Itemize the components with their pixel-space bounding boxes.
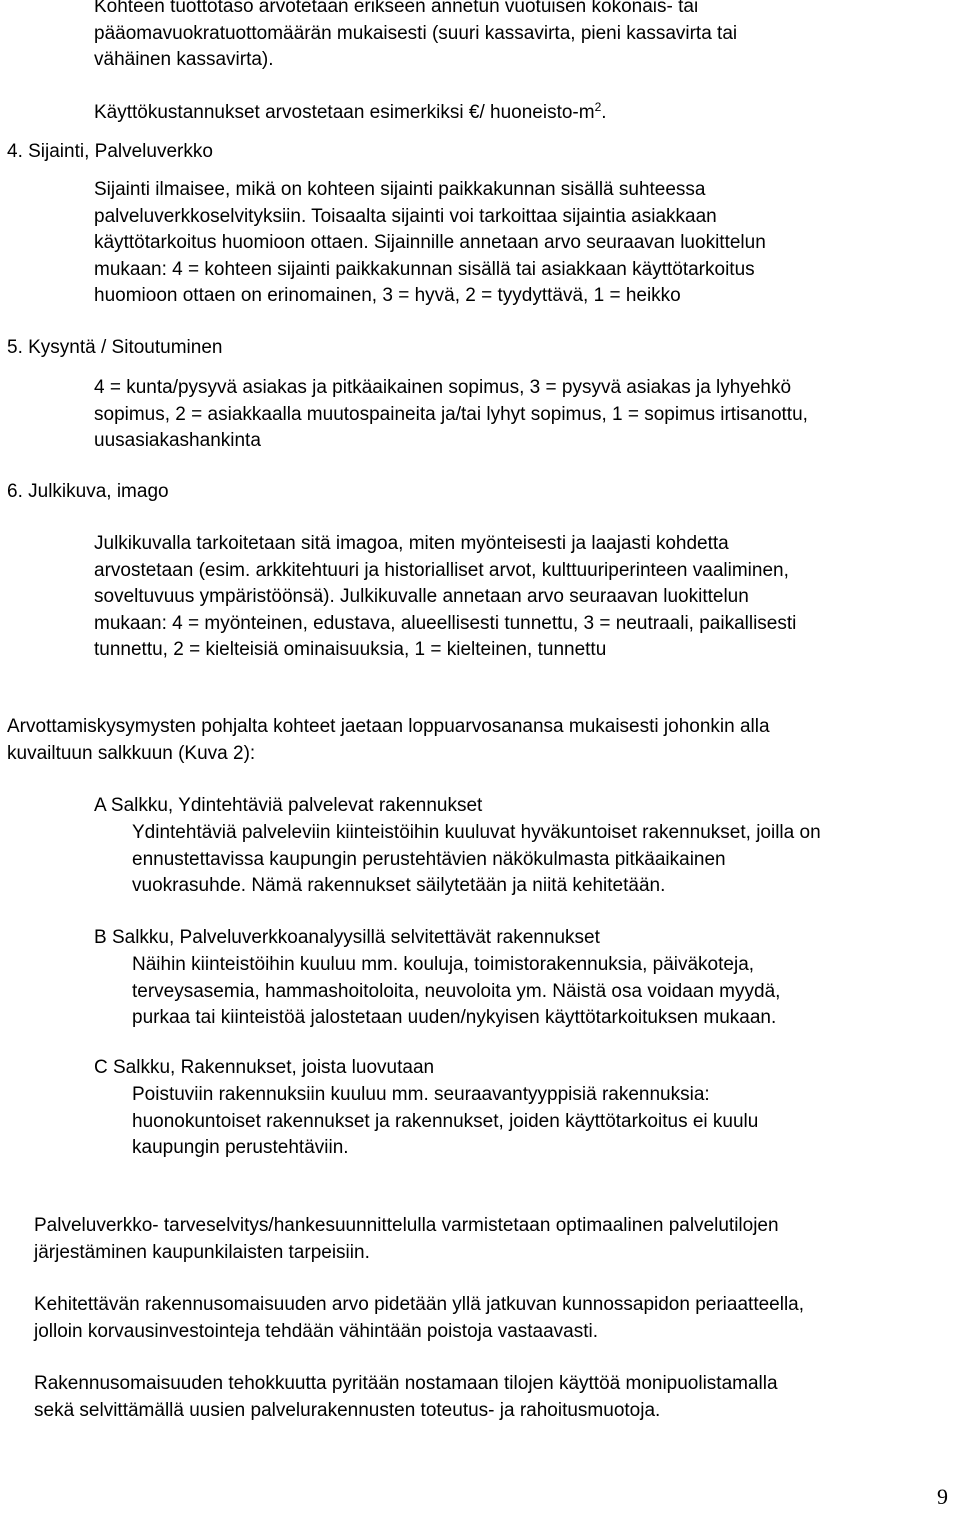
text-line: järjestäminen kaupunkilaisten tarpeisiin. (34, 1241, 370, 1263)
text-line: käyttötarkoitus huomioon ottaen. Sijainnille annetaan arvo seuraavan luokittelun (94, 232, 766, 253)
section-4-body (94, 177, 766, 310)
text-line: purkaa tai kiinteistöä jalostetaan uuden/nykyisen käyttötarkoituksen mukaan. (132, 1007, 777, 1028)
text-line: sekä selvittämällä uusien palvelurakennusten toteutus- ja rahoitusmuotoja. (34, 1399, 661, 1421)
section-heading: 6. Julkikuva, imago (7, 481, 169, 502)
top-paragraph (94, 0, 737, 126)
section-6-body (94, 531, 796, 664)
maintenance-paragraph (34, 1292, 804, 1345)
text-line: terveysasemia, hammashoitoloita, neuvoloita ym. Näistä osa voidaan myydä, (132, 980, 781, 1002)
portfolio-c-description (132, 1082, 758, 1162)
portfolio-b-title (94, 925, 600, 952)
text-line: Ydintehtäviä palveleviin kiinteistöihin kuuluvat hyväkuntoiset rakennukset, joilla on (132, 822, 821, 843)
text-line: vähäinen kassavirta). (94, 49, 274, 70)
text-line: jolloin korvausinvestointeja tehdään vähintään poistoja vastaavasti. (34, 1320, 599, 1342)
portfolio-title: B Salkku, Palveluverkkoanalyysillä selvitettävät rakennukset (94, 927, 600, 948)
text-line: Kehitettävän rakennusomaisuuden arvo pidetään yllä jatkuvan kunnossapidon periaatteella, (34, 1294, 805, 1315)
section-4-heading (7, 139, 213, 166)
text-line: Rakennusomaisuuden tehokkuutta pyritään nostamaan tilojen käyttöä monipuolistamalla (34, 1373, 778, 1394)
text-line: ennustettavissa kaupungin perustehtävien näkökulmasta pitkäaikainen (132, 848, 726, 870)
text-line: kuvailtuun salkkuun (Kuva 2): (7, 742, 256, 764)
text-line: soveltuvuus ympäristöönsä). Julkikuvalle annetaan arvo seuraavan luokittelun (94, 586, 749, 607)
text-line: 4 = kunta/pysyvä asiakas ja pitkäaikainen sopimus, 3 = pysyvä asiakas ja lyhyehkö (94, 377, 792, 398)
cost-line-superscript: 2 (594, 99, 602, 114)
portfolio-title: C Salkku, Rakennukset, joista luovutaan (94, 1057, 435, 1078)
text-line: pääomavuokratuottomäärän mukaisesti (suuri kassavirta, pieni kassavirta tai (94, 22, 738, 44)
text-line: Kohteen tuottotaso arvotetaan erikseen annetun vuotuisen kokonais- tai (94, 0, 699, 17)
text-line: mukaan: 4 = myönteinen, edustava, alueellisesti tunnettu, 3 = neutraali, paikallisesti (94, 612, 797, 634)
text-line: huomioon ottaen on erinomainen, 3 = hyvä, 2 = tyydyttävä, 1 = heikko (94, 285, 681, 306)
text-line: mukaan: 4 = kohteen sijainti paikkakunnan sisällä tai asiakkaan käyttötarkoitus (94, 258, 755, 280)
section-heading: 5. Kysyntä / Sitoutuminen (7, 337, 223, 358)
section-heading: 4. Sijainti, Palveluverkko (7, 141, 213, 162)
text-line: Palveluverkko- tarveselvitys/hankesuunnittelulla varmistetaan optimaalinen palvelutilojen (34, 1215, 779, 1236)
text-line: tunnettu, 2 = kielteisiä ominaisuuksia, 1 = kielteinen, tunnettu (94, 639, 607, 660)
portfolio-a-description (132, 820, 821, 900)
text-line: Näihin kiinteistöihin kuuluu mm. kouluja, toimistorakennuksia, päiväkoteja, (132, 954, 755, 975)
cost-line-text: Käyttökustannukset arvostetaan esimerkiksi €/ huoneisto-m (94, 101, 595, 123)
text-line: arvostetaan (esim. arkkitehtuuri ja historialliset arvot, kulttuuriperinteen vaaliminen, (94, 559, 789, 581)
text-line: Poistuviin rakennuksiin kuuluu mm. seuraavantyyppisiä rakennuksia: (132, 1084, 710, 1105)
section-6-heading (7, 479, 169, 506)
portfolio-b-description (132, 952, 780, 1032)
page-number: 9 (937, 1484, 948, 1509)
portfolio-c-title (94, 1055, 434, 1082)
section-5-body (94, 375, 808, 455)
text-line: vuokrasuhde. Nämä rakennukset säilytetään ja niitä kehitetään. (132, 875, 666, 896)
text-line: uusasiakashankinta (94, 430, 261, 451)
text-line: sopimus, 2 = asiakkaalla muutospaineita ja/tai lyhyt sopimus, 1 = sopimus irtisanottu, (94, 403, 808, 425)
section-5-heading (7, 335, 222, 362)
text-line: huonokuntoiset rakennukset ja rakennukset, joiden käyttötarkoitus ei kuulu (132, 1110, 759, 1132)
text-line: Sijainti ilmaisee, mikä on kohteen sijainti paikkakunnan sisällä suhteessa (94, 179, 706, 200)
efficiency-paragraph (34, 1371, 778, 1424)
text-line: Arvottamiskysymysten pohjalta kohteet jaetaan loppuarvosanansa mukaisesti johonkin alla (7, 716, 770, 737)
text-line: palveluverkkoselvityksiin. Toisaalta sijainti voi tarkoittaa sijaintia asiakkaan (94, 205, 717, 227)
cost-line-suffix: . (601, 101, 607, 123)
cost-line (94, 100, 737, 127)
portfolio-title: A Salkku, Ydintehtäviä palvelevat rakennukset (94, 795, 483, 816)
portfolio-a-title (94, 793, 482, 820)
text-line: kaupungin perustehtäviin. (132, 1137, 349, 1158)
text-line: Julkikuvalla tarkoitetaan sitä imagoa, miten myönteisesti ja laajasti kohdetta (94, 533, 729, 554)
service-network-paragraph (34, 1213, 779, 1266)
portfolio-intro-paragraph (7, 714, 770, 767)
